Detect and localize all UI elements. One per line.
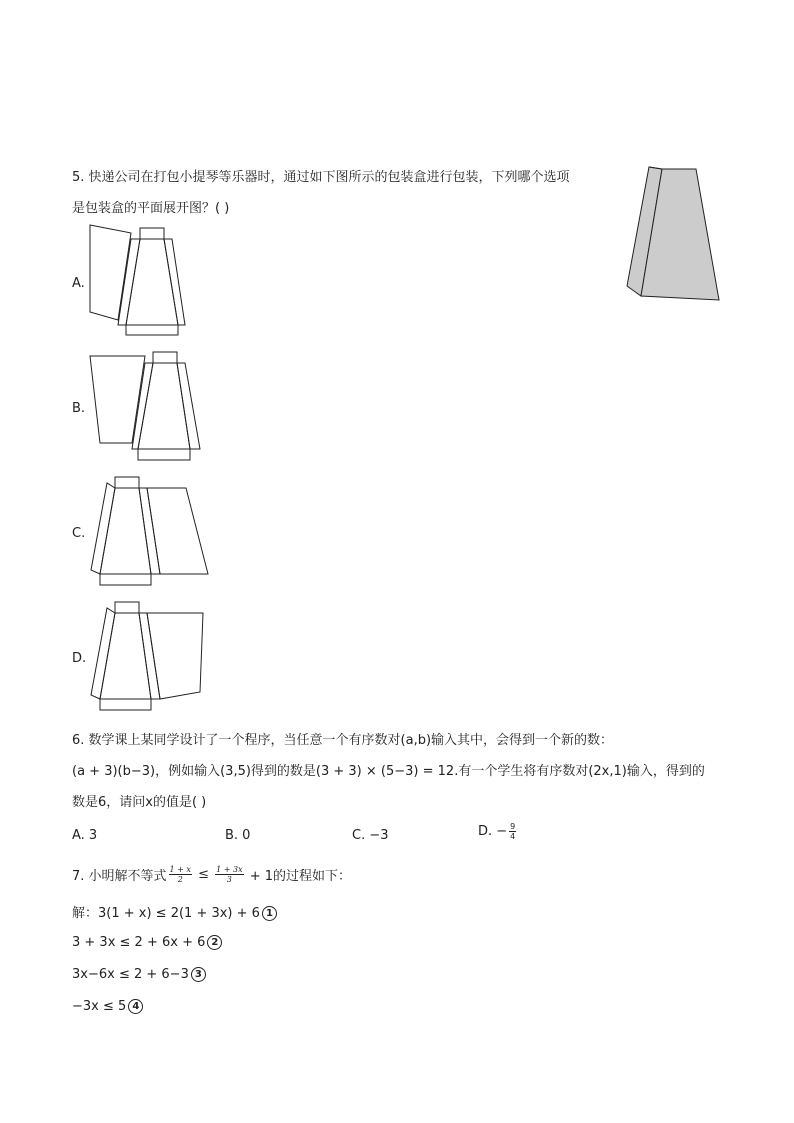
net-c-back-face — [147, 488, 208, 574]
q7-step-2-text: 3 + 3x ≤ 2 + 6x + 6 — [72, 935, 206, 950]
q7-step-2 — [72, 935, 222, 950]
net-a-right-side — [164, 239, 185, 325]
q5-option-b-net — [88, 350, 208, 465]
q5-option-d-net — [88, 600, 213, 715]
net-c-narrow-side — [91, 483, 115, 574]
q6-line3: 数是6，请问x的值是( ) — [72, 795, 207, 810]
q5-option-a-net — [88, 222, 198, 337]
net-d-right-side — [139, 613, 160, 699]
q7-intro-prefix: 7. 小明解不等式 — [72, 869, 167, 884]
q5-option-c-net — [88, 475, 213, 590]
net-d-narrow-side — [91, 608, 115, 699]
q7-intro — [72, 865, 351, 884]
q5-option-d-label[interactable]: D. — [72, 651, 87, 666]
q7-intro-suffix: + 1的过程如下： — [245, 869, 352, 884]
net-a-bottom-flap — [126, 325, 178, 335]
q6-option-a[interactable]: A. 3 — [72, 828, 98, 843]
q6-option-d-text: D. − — [478, 824, 508, 839]
net-a-narrow-side — [118, 239, 140, 325]
net-a-back-face — [90, 225, 131, 320]
q7-step-4-text: −3x ≤ 5 — [72, 999, 127, 1014]
q7-step-3-text: 3x−6x ≤ 2 + 6−3 — [72, 967, 189, 982]
step-marker-3: 3 — [191, 967, 206, 982]
q7-fraction-left: $\frac{1 + x}{2}$ — [169, 865, 191, 884]
q6-option-d[interactable] — [478, 822, 518, 841]
net-d-top-flap — [115, 602, 139, 613]
net-b-right-side — [177, 363, 200, 449]
q7-step-4 — [72, 999, 143, 1014]
net-a-front-face — [126, 239, 178, 325]
q6-line2: (a + 3)(b−3)，例如输入(3,5)得到的数是(3 + 3) × (5−3) = 12.有一个学生将有序数对(2x,1)输入，得到的 — [72, 764, 705, 779]
q5-line1: 5. 快递公司在打包小提琴等乐器时，通过如下图所示的包装盒进行包装，下列哪个选项 — [72, 170, 570, 185]
q5-option-b-label[interactable]: B. — [72, 401, 86, 416]
q6-option-b[interactable]: B. 0 — [225, 828, 251, 843]
step-marker-2: 2 — [207, 935, 222, 950]
q6-option-c[interactable]: C. −3 — [352, 828, 389, 843]
net-d-back-face — [147, 613, 203, 699]
q5-box-illustration — [626, 165, 726, 305]
q5-line2: 是包装盒的平面展开图？( ) — [72, 201, 230, 216]
q6-option-d-fraction: $\frac{9}{4}$ — [510, 822, 516, 841]
q7-step-1 — [72, 902, 277, 921]
step-marker-4: 4 — [128, 999, 143, 1014]
q5-option-c-label[interactable]: C. — [72, 526, 86, 541]
q7-leq: ≤ — [193, 867, 214, 882]
net-b-back-face — [90, 356, 145, 443]
net-c-bottom-flap — [100, 574, 151, 585]
net-c-top-flap — [115, 477, 139, 488]
q7-step-3 — [72, 967, 206, 982]
q7-fraction-right: $\frac{1 + 3x}{3}$ — [216, 865, 243, 884]
net-b-bottom-flap — [138, 449, 190, 460]
net-a-top-flap — [140, 228, 164, 239]
q7-step-1-text: 解：3(1 + x) ≤ 2(1 + 3x) + 6 — [72, 906, 260, 921]
net-b-top-flap — [153, 352, 177, 363]
step-marker-1: 1 — [262, 906, 277, 921]
q6-line1: 6. 数学课上某同学设计了一个程序，当任意一个有序数对(a,b)输入其中，会得到一个新的数： — [72, 733, 614, 748]
net-c-right-side — [139, 488, 160, 574]
q5-option-a-label[interactable]: A. — [72, 276, 85, 291]
net-d-bottom-flap — [100, 699, 151, 710]
